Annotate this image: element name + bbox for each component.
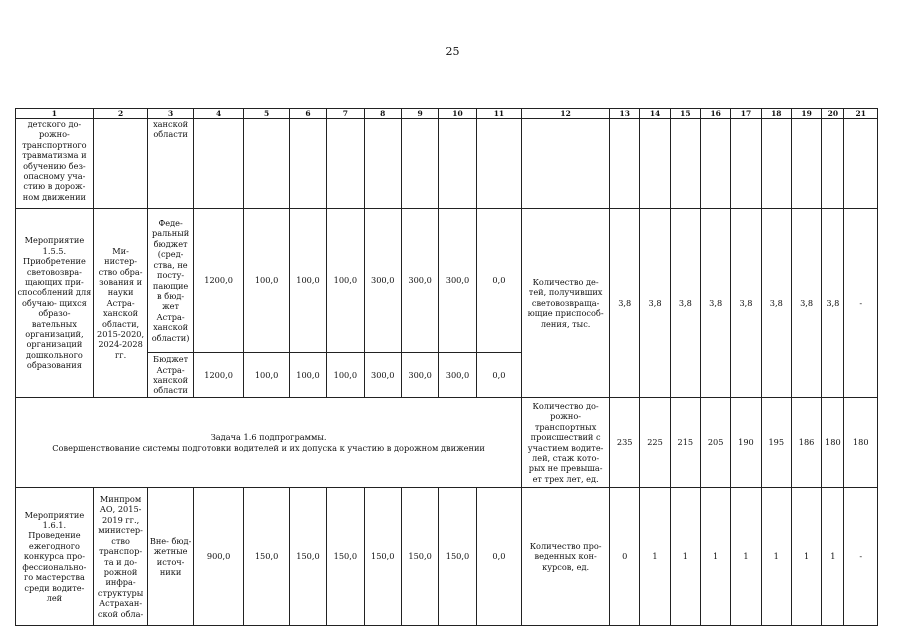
column-number: 6 [289, 109, 326, 119]
indicator-cell: 195 [761, 398, 791, 488]
value-cell [289, 119, 326, 209]
column-number: 17 [731, 109, 761, 119]
indicator-cell [844, 119, 878, 209]
funding-source-cell: Вне- бюд- жетные источ- ники [148, 488, 193, 626]
indicator-name-cell [522, 119, 610, 209]
indicator-cell: - [844, 209, 878, 398]
indicator-cell: 235 [610, 398, 640, 488]
indicator-cell: 186 [791, 398, 821, 488]
table-row [16, 488, 878, 626]
indicator-cell [610, 119, 640, 209]
indicator-cell: 1 [670, 488, 700, 626]
column-number: 20 [822, 109, 844, 119]
activity-cell: детского до- рожно- транспортного травматизма и обучению без- опасному уча- стию в дорож- ном движении [16, 119, 94, 209]
value-cell: 100,0 [244, 209, 289, 353]
column-number: 21 [844, 109, 878, 119]
value-cell: 0,0 [476, 488, 521, 626]
funding-source-cell: Бюджет Астра- ханской области [148, 353, 193, 398]
column-number: 19 [791, 109, 821, 119]
indicator-cell: 1 [731, 488, 761, 626]
value-cell: 300,0 [439, 353, 476, 398]
value-cell [439, 119, 476, 209]
column-number: 3 [148, 109, 193, 119]
indicator-cell: 1 [822, 488, 844, 626]
task-description: Совершенствование системы подготовки водителей и их допуска к участию в дорожном движении [52, 442, 485, 453]
column-number: 7 [327, 109, 364, 119]
indicator-cell: 3,8 [610, 209, 640, 398]
column-number: 1 [16, 109, 94, 119]
program-table [15, 108, 878, 626]
page-number: 25 [445, 45, 460, 58]
indicator-cell [761, 119, 791, 209]
indicator-cell: 190 [731, 398, 761, 488]
value-cell: 300,0 [364, 209, 401, 353]
indicator-cell: 225 [640, 398, 670, 488]
value-cell: 300,0 [439, 209, 476, 353]
column-number: 15 [670, 109, 700, 119]
executor-cell: Минпром АО, 2015- 2019 гг., министер- ство транспор- та и до- рожной инфра- структуры Астрахан- ской обла- [93, 488, 148, 626]
indicator-cell: 1 [701, 488, 731, 626]
value-cell: 150,0 [289, 488, 326, 626]
value-cell: 300,0 [401, 353, 438, 398]
column-number: 4 [193, 109, 244, 119]
indicator-name-cell: Количество де- тей, получивших световозвраща- ющие приспособ- ления, тыс. [522, 209, 610, 398]
table-row [16, 209, 878, 353]
column-number: 2 [93, 109, 148, 119]
indicator-cell [640, 119, 670, 209]
indicator-cell: 215 [670, 398, 700, 488]
value-cell: 100,0 [244, 353, 289, 398]
activity-cell: Мероприятие 1.6.1. Проведение ежегодного конкурса про- фессионально- го мастерства среди водите- лей [16, 488, 94, 626]
indicator-cell [822, 119, 844, 209]
indicator-cell: 180 [844, 398, 878, 488]
value-cell [401, 119, 438, 209]
column-number: 10 [439, 109, 476, 119]
task-title-cell [16, 398, 522, 488]
indicator-cell [791, 119, 821, 209]
column-number: 13 [610, 109, 640, 119]
table-row [16, 119, 878, 209]
value-cell: 100,0 [289, 209, 326, 353]
value-cell: 150,0 [364, 488, 401, 626]
value-cell [327, 119, 364, 209]
value-cell: 150,0 [401, 488, 438, 626]
indicator-cell: 180 [822, 398, 844, 488]
column-number: 11 [476, 109, 521, 119]
value-cell: 1200,0 [193, 353, 244, 398]
column-number: 8 [364, 109, 401, 119]
indicator-cell: 1 [761, 488, 791, 626]
value-cell: 150,0 [439, 488, 476, 626]
indicator-cell [701, 119, 731, 209]
value-cell [244, 119, 289, 209]
indicator-name-cell: Количество про- веденных кон- курсов, ед. [522, 488, 610, 626]
column-number: 9 [401, 109, 438, 119]
activity-cell: Мероприятие 1.5.5. Приобретение световозвра- щающих при- способлений для обучаю- щихся образо- вательных организаций, организаций дошкольного образования [16, 209, 94, 398]
value-cell: 150,0 [327, 488, 364, 626]
value-cell: 150,0 [244, 488, 289, 626]
indicator-cell: 0 [610, 488, 640, 626]
value-cell [193, 119, 244, 209]
indicator-cell [670, 119, 700, 209]
indicator-cell: 3,8 [640, 209, 670, 398]
funding-source-cell: ханской области [148, 119, 193, 209]
indicator-cell: 3,8 [731, 209, 761, 398]
indicator-cell: 3,8 [701, 209, 731, 398]
funding-source-cell: Феде- ральный бюджет (сред- ства, не посту- пающие в бюд- жет Астра- ханской области) [148, 209, 193, 353]
task-title: Задача 1.6 подпрограммы. [210, 432, 327, 443]
value-cell [476, 119, 521, 209]
value-cell: 900,0 [193, 488, 244, 626]
indicator-cell [731, 119, 761, 209]
value-cell: 0,0 [476, 209, 521, 353]
value-cell: 300,0 [364, 353, 401, 398]
executor-cell: Ми- нистер- ство обра- зования и науки Астра- ханской области, 2015-2020, 2024-2028 гг. [93, 209, 148, 398]
indicator-cell: 1 [640, 488, 670, 626]
indicator-cell: 1 [791, 488, 821, 626]
column-number: 16 [701, 109, 731, 119]
value-cell: 100,0 [327, 353, 364, 398]
task-row [16, 398, 878, 488]
value-cell: 100,0 [327, 209, 364, 353]
value-cell [364, 119, 401, 209]
value-cell: 0,0 [476, 353, 521, 398]
indicator-cell: 205 [701, 398, 731, 488]
indicator-cell: 3,8 [822, 209, 844, 398]
column-number: 12 [522, 109, 610, 119]
indicator-cell: 3,8 [670, 209, 700, 398]
indicator-cell: - [844, 488, 878, 626]
executor-cell [93, 119, 148, 209]
value-cell: 1200,0 [193, 209, 244, 353]
indicator-name-cell: Количество до- рожно- транспортных происшествий с участием водите- лей, стаж кото- рых не превыша- ет трех лет, ед. [522, 398, 610, 488]
column-number-row [16, 109, 878, 119]
indicator-cell: 3,8 [791, 209, 821, 398]
column-number: 14 [640, 109, 670, 119]
column-number: 5 [244, 109, 289, 119]
column-number: 18 [761, 109, 791, 119]
value-cell: 100,0 [289, 353, 326, 398]
indicator-cell: 3,8 [761, 209, 791, 398]
value-cell: 300,0 [401, 209, 438, 353]
